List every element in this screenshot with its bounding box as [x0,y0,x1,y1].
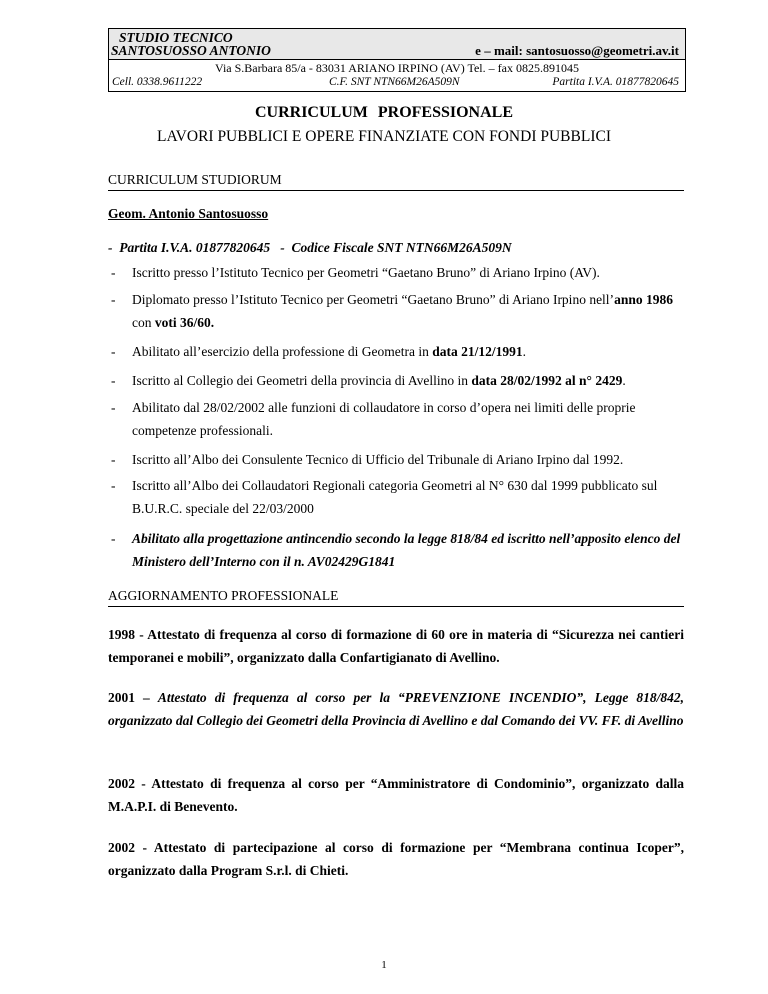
studio-address: Via S.Barbara 85/a - 83031 ARIANO IRPINO (AV) Tel. – fax 0825.891045 [215,61,579,75]
list-item: - Iscritto al Collegio dei Geometri della provincia di Avellino in data 28/02/1992 al n° 2429. [111,373,626,388]
person-name: Geom. Antonio Santosuosso [108,206,269,221]
fiscal-identifiers: - Partita I.V.A. 01877820645 - Codice Fiscale SNT NTN66M26A509N [108,240,512,255]
cell-number: Cell. 0338.9611222 [112,76,203,88]
list-item: - Abilitato all’esercizio della professione di Geometra in data 21/12/1991. [111,344,527,359]
page-number: 1 [381,959,387,971]
course-entry: 2002 - Attestato di frequenza al corso per “Amministratore di Condominio”, organizzato dalla M.A.P.I. di Benevento. [108,776,684,814]
studio-name-line2: SANTOSUOSSO ANTONIO [111,43,271,58]
list-item: - Iscritto all’Albo dei Consulente Tecnico di Ufficio del Tribunale di Ariano Irpino dal 1992. [111,452,624,467]
course-entry: 2002 - Attestato di partecipazione al corso di formazione per “Membrana continua Icoper”, organizzato dalla Program S.r.l. di Chieti. [108,840,684,878]
course-entry: 1998 - Attestato di frequenza al corso di formazione di 60 ore in materia di “Sicurezza nei cantieri temporanei e mobili”, organizzato dalla Confartigianato di Avellino. [108,627,684,665]
list-item: - Diplomato presso l’Istituto Tecnico per Geometri “Gaetano Bruno” di Ariano Irpino nell’anno 1986 con voti 36/60. [111,292,673,330]
list-item: - Abilitato alla progettazione antincendio secondo la legge 818/84 ed iscritto nell’apposito elenco del Ministero dell’Interno con il n. AV02429G1841 [111,531,681,569]
studio-name-line1: STUDIO TECNICO [119,30,233,45]
list-item: - Iscritto all’Albo dei Collaudatori Regionali categoria Geometri al N° 630 dal 1999 pubblicato sul B.U.R.C. speciale del 22/03/2000 [111,478,658,516]
letterhead [108,28,686,92]
list-item: - Abilitato dal 28/02/2002 alle funzioni di collaudatore in corso d’opera nei limiti delle proprie competenze professionali. [111,400,636,438]
list-item: - Iscritto presso l’Istituto Tecnico per Geometri “Gaetano Bruno” di Ariano Irpino (AV). [111,265,600,280]
email-address: e – mail: santosuosso@geometri.av.it [475,43,679,58]
document-title: CURRICULUM PROFESSIONALE [254,104,514,121]
partita-iva: Partita I.V.A. 01877820645 [552,76,679,88]
section-heading-aggiornamento: AGGIORNAMENTO PROFESSIONALE [108,588,684,607]
course-entry: 2001 – Attestato di frequenza al corso per la “PREVENZIONE INCENDIO”, Legge 818/842, organizzato dal Collegio dei Geometri della Provincia di Avellino e dal Comando dei VV. FF. di Avellino [108,690,685,728]
document-subtitle: LAVORI PUBBLICI E OPERE FINANZIATE CON FONDI PUBBLICI [157,128,611,145]
section-heading-studiorum: CURRICULUM STUDIORUM [108,172,684,191]
codice-fiscale: C.F. SNT NTN66M26A509N [329,76,460,88]
letterhead-top-band [109,29,685,60]
